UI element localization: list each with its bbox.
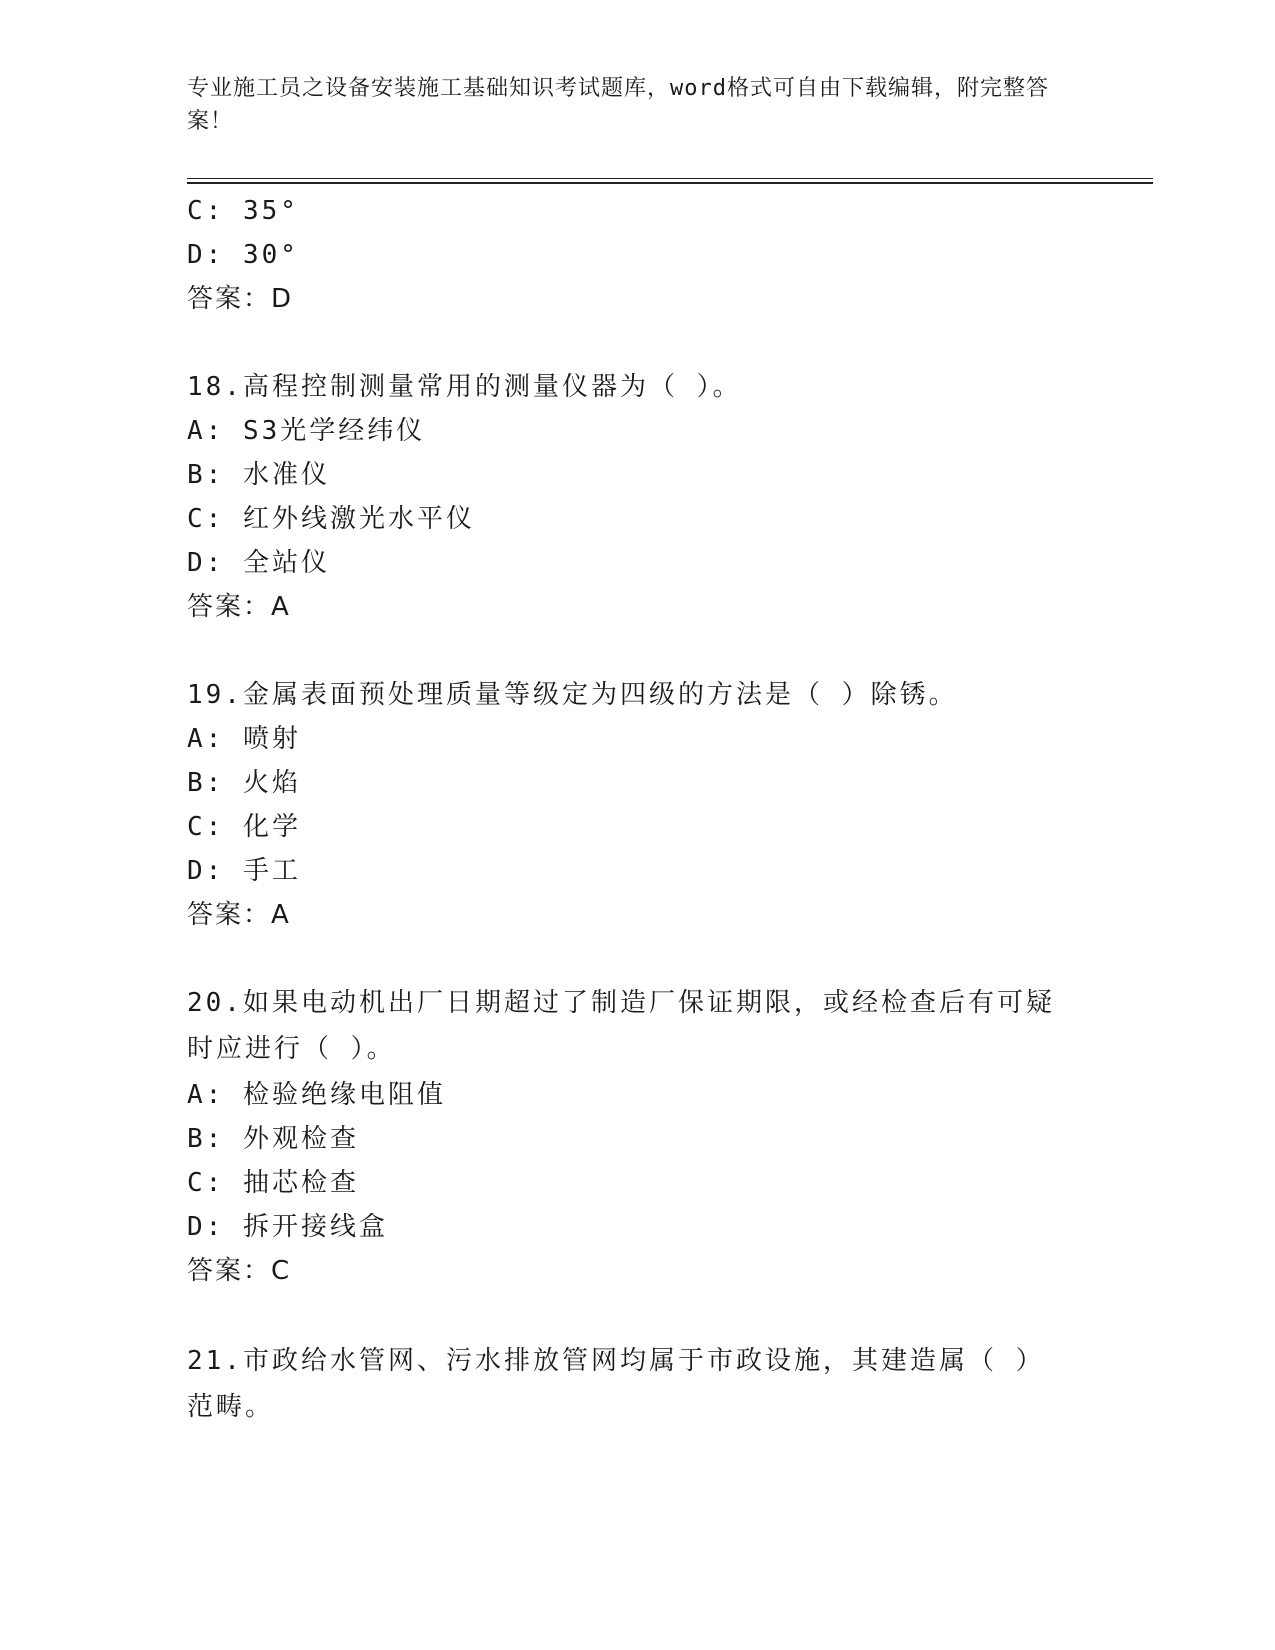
q19-question: 19.金属表面预处理质量等级定为四级的方法是（ ）除锈。 [187,680,958,710]
q19-option-b: B: 火焰 [187,768,301,798]
header-divider-thin [187,178,1153,179]
q17-option-d: D: 30° [187,240,299,270]
q19-option-c: C: 化学 [187,812,301,842]
q21-question: 21.市政给水管网、污水排放管网均属于市政设施，其建造属（ ）范畴。 [187,1346,1045,1422]
q19-answer: 答案：A [187,900,291,930]
q19-option-a: A: 喷射 [187,724,301,754]
q20-answer: 答案：C [187,1256,292,1286]
q18-option-d: D: 全站仪 [187,548,330,578]
q18-question: 18.高程控制测量常用的测量仪器为（ ）。 [187,372,742,402]
q20-option-d: D: 拆开接线盒 [187,1212,388,1242]
q20-option-c: C: 抽芯检查 [187,1168,359,1198]
q18-option-c: C: 红外线激光水平仪 [187,504,475,534]
q18-option-b: B: 水准仪 [187,460,330,490]
q20-question: 20.如果电动机出厂日期超过了制造厂保证期限，或经检查后有可疑时应进行（ ）。 [187,988,1055,1064]
q18-answer: 答案：A [187,592,291,622]
document-header: 专业施工员之设备安装施工基础知识考试题库，word格式可自由下载编辑，附完整答案！ [187,76,1049,134]
q18-option-a: A: S3光学经纬仪 [187,416,426,446]
q17-answer: 答案：D [187,284,294,314]
q20-option-a: A: 检验绝缘电阻值 [187,1080,446,1110]
q17-option-c: C: 35° [187,196,299,226]
q20-option-b: B: 外观检查 [187,1124,359,1154]
q19-option-d: D: 手工 [187,856,301,886]
header-divider-thick [187,182,1153,184]
